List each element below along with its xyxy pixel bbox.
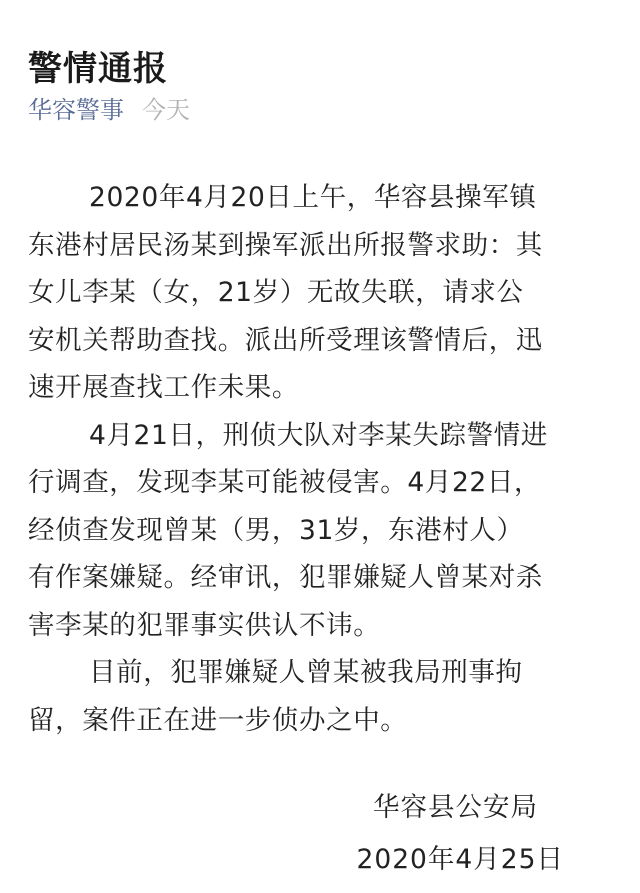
body-line: 东港村居民汤某到操军派出所报警求助：其 — [28, 229, 543, 261]
body-line: 2020年4月20日上午，华容县操军镇 — [89, 182, 537, 213]
body-line: 4月21日，刑侦大队对李某失踪警情进 — [89, 419, 548, 451]
article-meta — [28, 90, 190, 125]
body-line: 经侦查发现曾某（男，31岁，东港村人） — [28, 514, 524, 546]
body-line: 有作案嫌疑。经审讯，犯罪嫌疑人曾某对杀 — [28, 562, 543, 593]
body-line: 目前，犯罪嫌疑人曾某被我局刑事拘 — [89, 657, 523, 688]
signature-block — [356, 782, 564, 886]
signature-date: 2020年4月25日 — [356, 844, 564, 875]
body-line: 安机关帮助查找。派出所受理该警情后，迅 — [28, 324, 543, 356]
body-line: 女儿李某（女，21岁）无故失联，请求公 — [28, 277, 524, 308]
article-body — [28, 174, 618, 744]
body-line: 速开展查找工作未果。 — [28, 372, 299, 403]
body-line: 行调查，发现李某可能被侵害。4月22日， — [28, 467, 542, 498]
signature-org: 华容县公安局 — [373, 792, 538, 823]
body-line: 留，案件正在进一步侦办之中。 — [28, 704, 408, 736]
article-title: 警情通报 — [28, 48, 168, 89]
body-line: 害李某的犯罪事实供认不讳。 — [28, 609, 381, 641]
publish-time: 今天 — [142, 96, 190, 124]
account-name-link[interactable]: 华容警事 — [28, 96, 124, 124]
